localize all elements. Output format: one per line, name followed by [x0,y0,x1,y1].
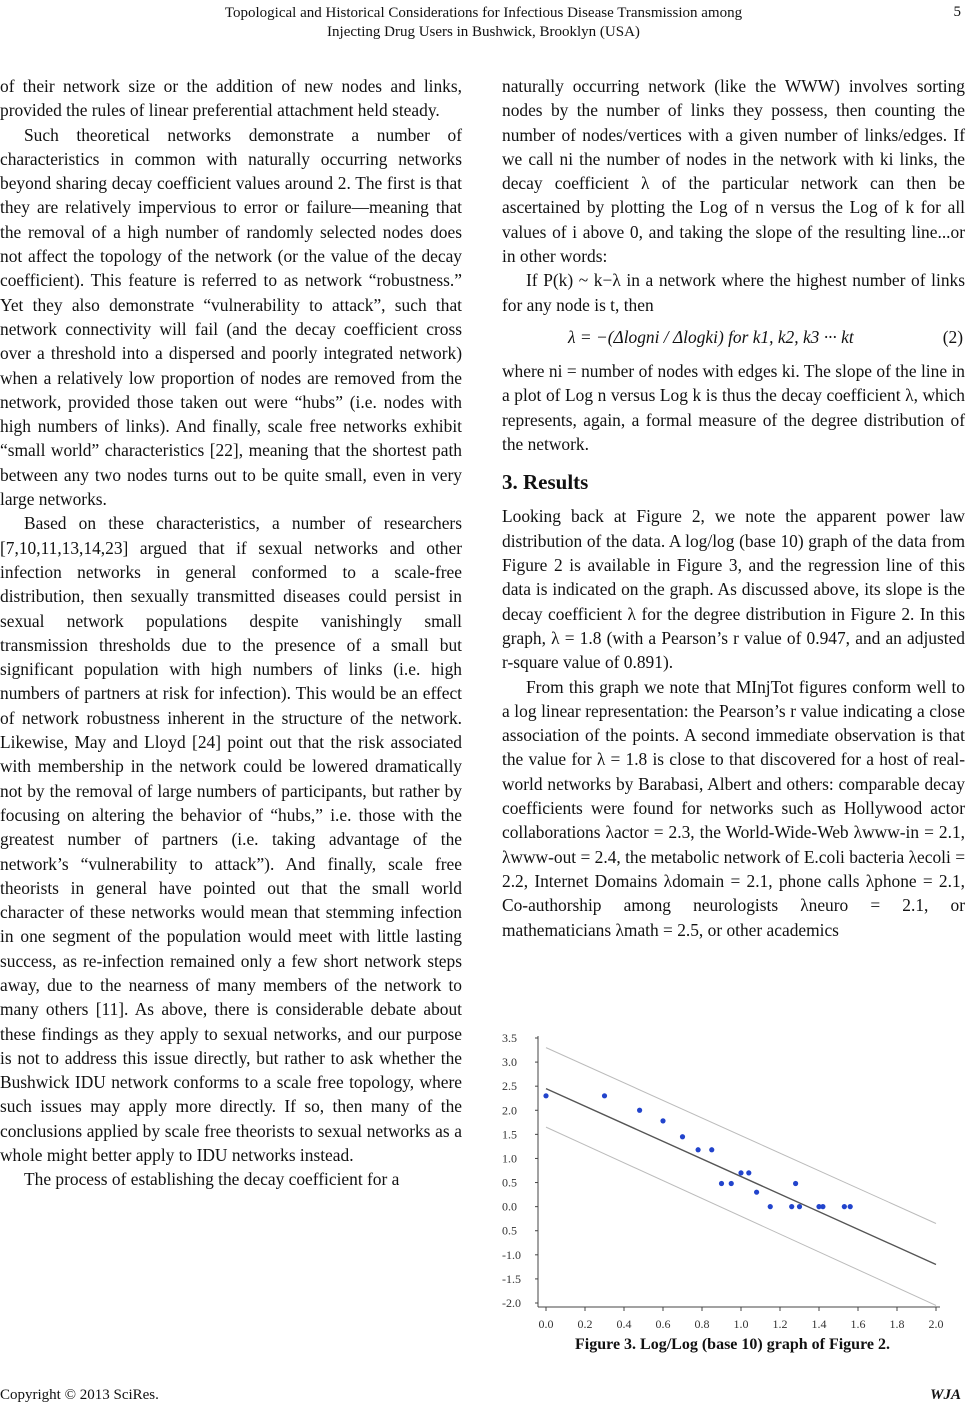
data-point [729,1181,734,1186]
regression-line [546,1089,936,1265]
data-point [797,1204,802,1209]
left-paragraph-2: Such theoretical networks demonstrate a number of characteristics in common with naturally occurring networks beyond sharing decay coefficient values around 2. The first is that they are relatively impervious to error or failure—meaning that the removal of a high number of randomly selected nodes does not affect the topology of the network (or the value of the decay coefficient). This feature is referred to as network “robustness.” Yet they also demonstrate “vulnerability to attack”, such that network connectivity will fail (and the decay coefficient cross over a threshold into a dispersed and poorly integrated network) when a relatively low proportion of nodes are removed from the network, provided those taken out were “hubs” (i.e. nodes with high numbers of links). And finally, scale free networks exhibit “small world” characteristics [22], meaning that the shortest path between any two nodes turns out to be quite small, even in very large networks. [0,124,462,510]
x-tick-label: 0.0 [538,1317,554,1331]
right-paragraph-5: From this graph we note that MInjTot figures conform well to a log linear representation: the Pearson’s r value indicating a close association of the points. A second immediate observation is that the value for λ = 1.8 is close to that discovered for a host of real-world networks by Barabasi, Albert and others: comparable decay coefficients were found for networks such as Hollywood actor collaborations λactor = 2.3, the World-Wide-Web λwww-in = 2.1, λwww-out = 2.4, the metabolic network of E.coli bacteria λecoli = 2.2, Internet Domains λdomain = 2.1, phone calls λphone = 2.1, Co-authorship among neurologists λneuro = 2.1, or mathematicians λmath = 2.5, or other academics [502,676,965,940]
left-paragraph-1: of their network size or the addition of new nodes and links, provided the rules of linear preferential attachment held steady. [0,76,462,121]
page-number: 5 [953,4,961,20]
data-point [660,1118,665,1123]
x-tick-label: 1.2 [772,1317,788,1331]
x-tick-label: 2.0 [928,1317,944,1331]
data-point [696,1147,701,1152]
x-tick-label: 1.0 [733,1317,749,1331]
data-point [754,1190,759,1195]
data-point [848,1204,853,1209]
equation-number: (2) [942,326,963,347]
data-point [746,1170,751,1175]
y-tick-label: 0.0 [502,1199,517,1214]
data-point [789,1204,794,1209]
x-tick-label: 1.6 [850,1317,866,1331]
data-point [820,1204,825,1209]
data-point [842,1204,847,1209]
y-tick-label: 0.5 [502,1223,517,1238]
confidence-lower-line [546,1127,936,1305]
x-tick-label: 1.8 [889,1317,905,1331]
right-paragraph-3: where ni = number of nodes with edges ki. The slope of the line in a plot of Log n versus Log k is thus the decay coefficient λ, which represents, again, a formal measure of the degree distribution of the network. [502,360,965,454]
figure-3 [500,1028,965,1338]
data-point [738,1170,743,1175]
y-tick-label: 1.0 [502,1151,517,1166]
loglog-chart [500,1028,965,1338]
right-paragraph-4: Looking back at Figure 2, we note the apparent power law distribution of the data. A log/log (base 10) graph of the data from Figure 2 is available in Figure 3, and the regression line of this data is indicated on the graph. As discussed above, its slope is the decay coefficient λ for the degree distribution in Figure 2. In this graph, λ = 1.8 (with a Pearson’s r value of 0.947, and an adjusted r-square value of 0.891). [502,506,965,673]
left-paragraph-4: The process of establishing the decay coefficient for a [24,1169,400,1190]
left-paragraph-3: Based on these characteristics, a number of researchers [7,10,11,13,14,23] argued that if sexual networks and other infection networks in general conformed to a scale-free distribution, then sexually transmitted diseases could persist in sexual network populations despite vanishingly small transmission thresholds due to the presence of a small but significant population with high numbers of links (i.e. high numbers of partners at risk for infection). This would be an effect of network robustness inherent in the structure of the network. Likewise, May and Lloyd [24] point out that the risk associated with membership in the network could be lowered dramatically not by the removal of large numbers of participants, but rather by focusing on altering the behavior of “hubs,” i.e. those with the greatest number of partners (i.e. taking advantage of the network’s “vulnerability to attack”). And finally, scale free theorists in general have pointed out that the small world character of these networks would mean that stemming infection in one segment of the population would meet with little lasting success, as re-infection remained only a few short network steps away, due to the nearness of many members of the network to many others [11]. As above, there is considerable debate about these findings as they apply to sexual networks, and our purpose is not to address this issue directly, but rather to ask whether the Bushwick IDU network conforms to a scale free topology, where such issues may apply more directly. If so, then many of the conclusions applied by scale free theorists to sexual networks as a whole might better apply to IDU networks instead. [0,513,462,1166]
data-point [709,1147,714,1152]
y-tick-label: -1.0 [502,1247,521,1262]
data-point [602,1093,607,1098]
data-point [768,1204,773,1209]
y-tick-label: 3.0 [502,1055,517,1070]
x-tick-label: 0.6 [655,1317,671,1331]
data-point [793,1181,798,1186]
y-tick-label: 2.5 [502,1079,517,1094]
data-point [719,1181,724,1186]
x-tick-label: 0.2 [577,1317,593,1331]
copyright-notice: Copyright © 2013 SciRes. [0,1387,159,1403]
equation-2 [502,317,965,359]
data-point [680,1134,685,1139]
header-line-2: Injecting Drug Users in Bushwick, Brooklyn (USA) [327,24,640,40]
journal-abbrev: WJA [930,1387,961,1403]
right-paragraph-2: If P(k) ~ k−λ in a network where the highest number of links for any node is t, then [502,270,965,315]
y-tick-label: 0.5 [502,1175,517,1190]
y-tick-label: -2.0 [502,1296,521,1310]
confidence-upper-line [546,1048,936,1224]
y-tick-label: 2.0 [502,1103,517,1118]
figure-caption: Figure 3. Log/Log (base 10) graph of Figure 2. [575,1336,890,1353]
equation-formula: λ = −(Δlogni / Δlogki) for k1, k2, k3 ··· kt [568,326,854,347]
left-column [0,74,462,1192]
x-tick-label: 1.4 [811,1317,827,1331]
right-paragraph-1: naturally occurring network (like the WWW) involves sorting nodes by the number of links they possess, then counting the number of nodes/vertices with a given number of links/edges. If we call ni the number of nodes in the network with ki links, the decay coefficient λ of the particular network can then be ascertained by plotting the Log of n versus the Log of k for all values of i above 0, and taking the slope of the resulting line...or in other words: [502,76,965,267]
header-line-1: Topological and Historical Considerations for Infectious Disease Transmission among [224,5,743,21]
section-title-results: 3. Results [502,470,589,495]
y-tick-label: -1.5 [502,1271,521,1286]
x-tick-label: 0.8 [694,1317,710,1331]
data-point [637,1108,642,1113]
data-point [543,1093,548,1098]
running-header [0,4,967,42]
y-tick-label: 3.5 [502,1031,517,1045]
y-tick-label: 1.5 [502,1127,517,1142]
right-column [502,74,965,942]
x-tick-label: 0.4 [616,1317,632,1331]
